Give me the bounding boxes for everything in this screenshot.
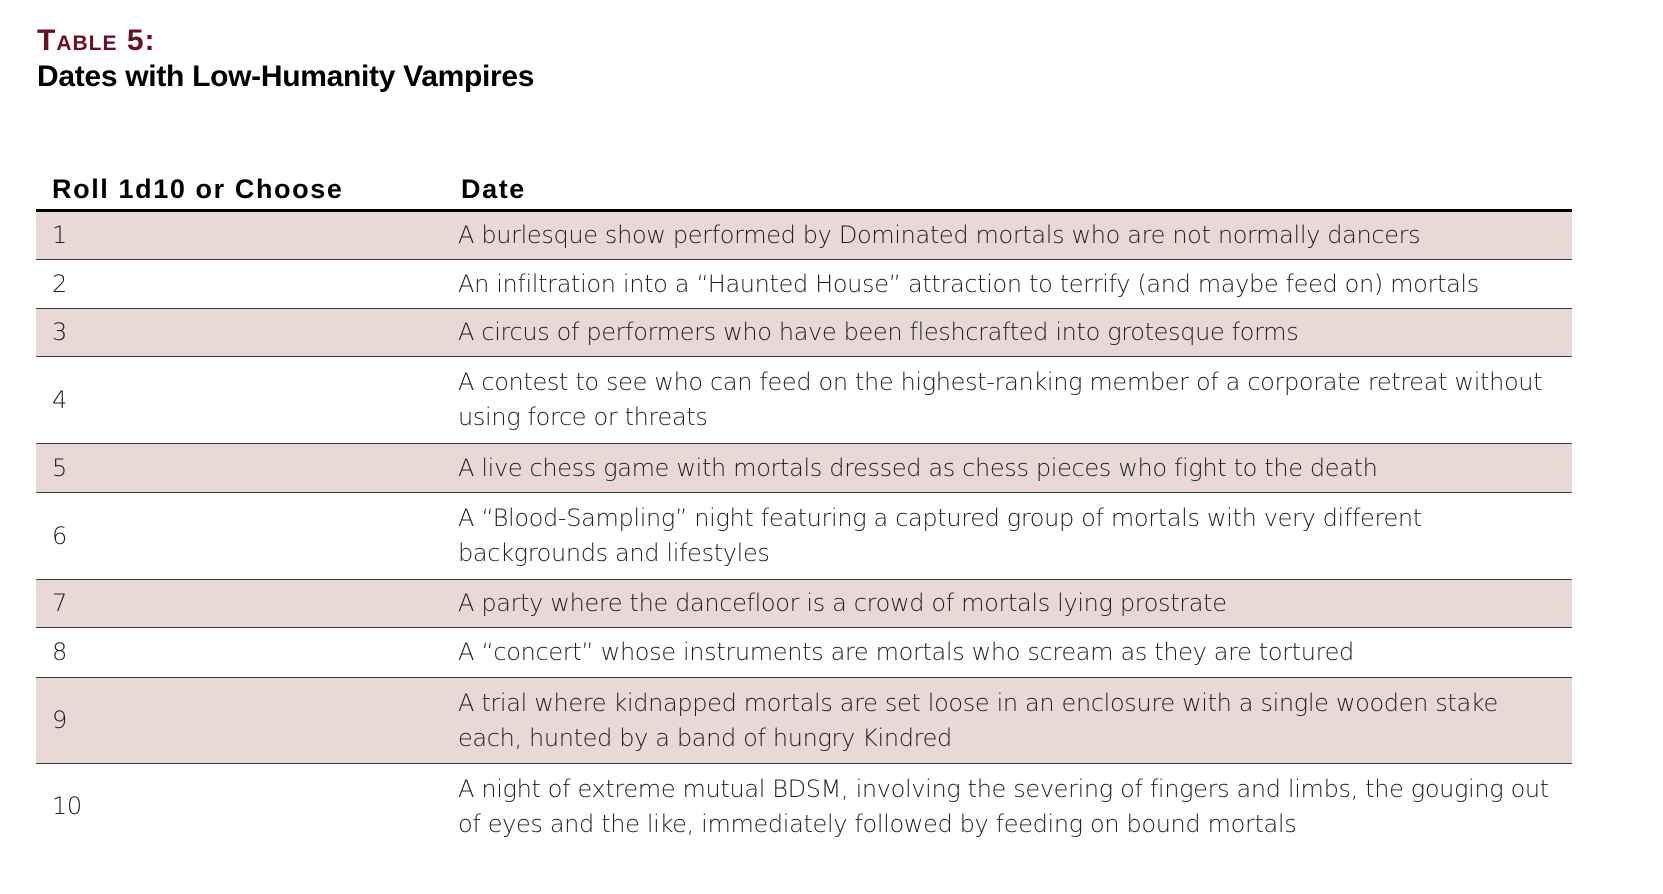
roll-cell: 3: [36, 309, 427, 357]
roll-cell: 9: [36, 678, 427, 764]
date-cell: An infiltration into a “Haunted House” attraction to terrify (and maybe feed on) mortals: [427, 260, 1572, 309]
table-row: [36, 580, 1572, 628]
date-cell: A live chess game with mortals dressed as chess pieces who fight to the death: [427, 444, 1572, 493]
table-row: [36, 678, 1572, 764]
table-row: [36, 444, 1572, 493]
column-header-date: Date: [427, 162, 1572, 211]
roll-cell: 7: [36, 580, 427, 628]
header-row: [36, 162, 1572, 211]
roll-cell: 8: [36, 628, 427, 678]
roll-cell: 5: [36, 444, 427, 493]
table-row: [36, 309, 1572, 357]
date-cell: A “concert” whose instruments are mortals who scream as they are tortured: [427, 628, 1572, 678]
date-cell: A trial where kidnapped mortals are set loose in an enclosure with a single wooden stake each, hunted by a band of hungry Kindred: [427, 678, 1572, 764]
roll-cell: 1: [36, 211, 427, 260]
roll-cell: 10: [52, 792, 82, 821]
dates-table: [36, 162, 1572, 850]
table-row: [36, 260, 1572, 309]
roll-cell: 4: [36, 357, 427, 444]
date-cell: A “Blood-Sampling” night featuring a captured group of mortals with very different backgrounds and lifestyles: [427, 493, 1572, 580]
date-cell: A burlesque show performed by Dominated mortals who are not normally dancers: [427, 211, 1572, 260]
table-row: [36, 628, 1572, 678]
column-header-roll: Roll 1d10 or Choose: [36, 162, 427, 211]
roll-cell: 2: [36, 260, 427, 309]
date-cell: A circus of performers who have been fleshcrafted into grotesque forms: [427, 309, 1572, 357]
date-cell: A contest to see who can feed on the highest-ranking member of a corporate retreat without using force or threats: [427, 357, 1572, 444]
roll-cell: 6: [36, 493, 427, 580]
dates-table-container: [36, 162, 1572, 850]
table-header: [36, 162, 1572, 211]
table-row: [36, 764, 1572, 850]
date-cell: A night of extreme mutual BDSM, involving the severing of fingers and limbs, the gouging out of eyes and the like, immediately followed by feeding on bound mortals: [458, 774, 1549, 838]
table-row: [36, 357, 1572, 444]
table-title: Dates with Low-Humanity Vampires: [37, 60, 535, 93]
table-number-label: Table 5:: [37, 24, 156, 57]
table-row: [36, 211, 1572, 260]
date-cell: A party where the dancefloor is a crowd of mortals lying prostrate: [427, 580, 1572, 628]
table-row: [36, 493, 1572, 580]
table-body: [36, 211, 1572, 850]
